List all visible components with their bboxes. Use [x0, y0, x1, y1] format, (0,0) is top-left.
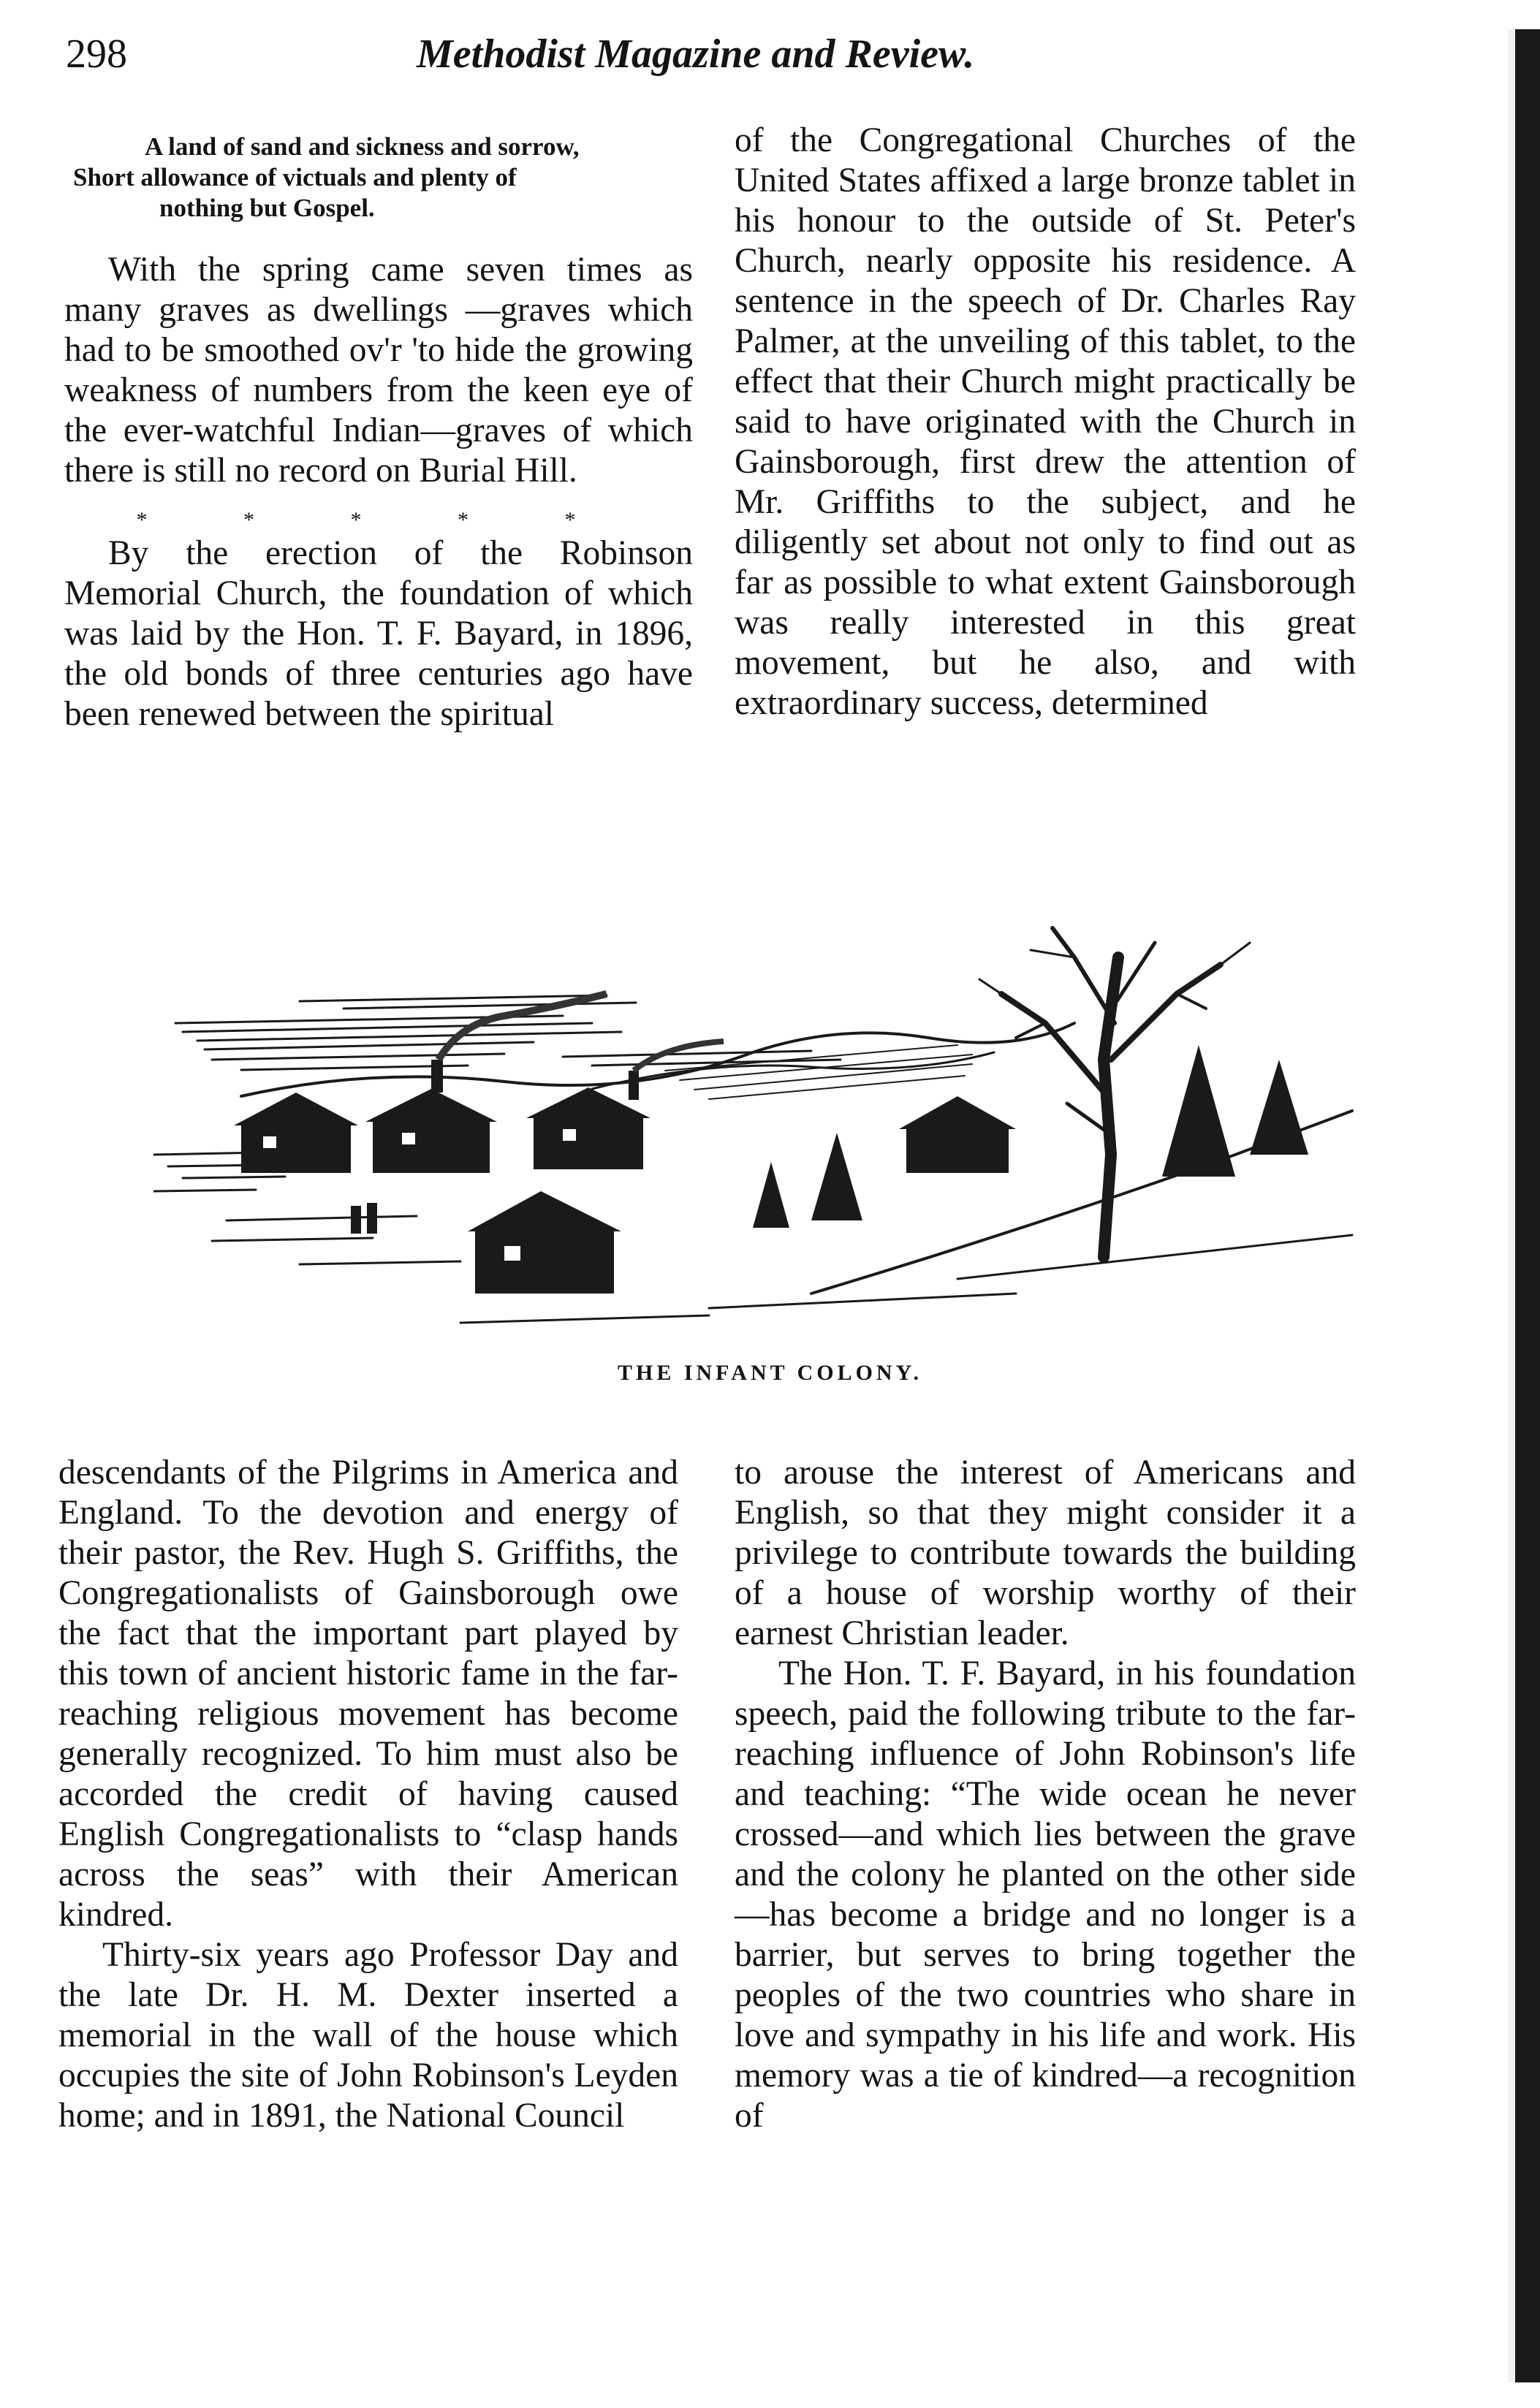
paragraph: With the spring came seven times as many graves as dwellings —graves which had to be smoothed ov'r 'to hide the growing weakness of numbers from the keen eye of the ever-watchful Indian—graves of which there is still no record on Burial Hill.	[64, 251, 693, 490]
left-column-top	[64, 132, 693, 734]
paragraph: of the Congregational Churches of the United States affixed a large bronze tablet in his honour to the outside of St. Peter's Church, nearly opposite his residence. A sentence in the speech of Dr. Charles Ray Palmer, at the unveiling of this tablet, to the effect that their Church might practically be said to have originated with the Church in Gainsborough, first drew the attention of Mr. Griffiths to the subject, and he diligently set about not only to find out as far as possible to what extent Gainsborough was really interested in this great movement, but he also, and with extraordinary success, determined	[735, 121, 1356, 722]
page-number: 298	[66, 31, 127, 77]
paragraph: descendants of the Pilgrims in America and England. To the devotion and energy of their pastor, the Rev. Hugh S. Griffiths, the Congregationalists of Gainsborough owe the fact that the important part played by this town of ancient historic fame in the far-reaching religious movement has become generally recognized. To him must also be accorded the credit of having caused English Congregationalists to “clasp hands across the seas” with their American kindred.	[58, 1454, 678, 1934]
paragraph: Thirty-six years ago Professor Day and the late Dr. H. M. Dexter inserted a memorial in the wall of the house which occupies the site of John Robinson's Leyden home; and in 1891, the National Council	[58, 1936, 678, 2135]
verse-line-2: Short allowance of victuals and plenty of	[73, 163, 517, 191]
verse-line-3: nothing but Gospel.	[159, 194, 375, 222]
paragraph: By the erection of the Robinson Memorial Church, the foundation of which was laid by the Hon. T. F. Bayard, in 1896, the old bonds of three centuries ago have been renewed between the spiritual	[64, 534, 693, 733]
binding-gap	[1508, 29, 1515, 2382]
page-header	[66, 25, 1430, 91]
running-title: Methodist Magazine and Review.	[417, 31, 975, 77]
verse-quote	[64, 132, 693, 224]
section-break-stars: * * * * *	[136, 508, 621, 532]
paragraph: The Hon. T. F. Bayard, in his foundation speech, paid the following tribute to the far-reaching influence of John Robinson's life and teaching: “The wide ocean he never crossed—and which lies between the grave and the colony he planted on the other side—has become a bridge and no longer is a barrier, but serves to bring together the peoples of the two countries who share in love and sympathy in his life and work. His memory was a tie of kindred—a recognition of	[735, 1655, 1356, 2135]
paragraph: to arouse the interest of Americans and English, so that they might consider it a privilege to contribute towards the building of a house of worship worthy of their earnest Christian leader.	[735, 1454, 1356, 1652]
right-column-top	[735, 121, 1356, 723]
infant-colony-engraving	[153, 914, 1367, 1345]
binding-edge	[1515, 29, 1540, 2382]
right-column-bottom	[735, 1453, 1356, 2136]
illustration-caption: THE INFANT COLONY.	[617, 1361, 922, 1385]
left-column-bottom	[58, 1453, 678, 2136]
verse-line-1: A land of sand and sickness and sorrow,	[145, 132, 580, 161]
